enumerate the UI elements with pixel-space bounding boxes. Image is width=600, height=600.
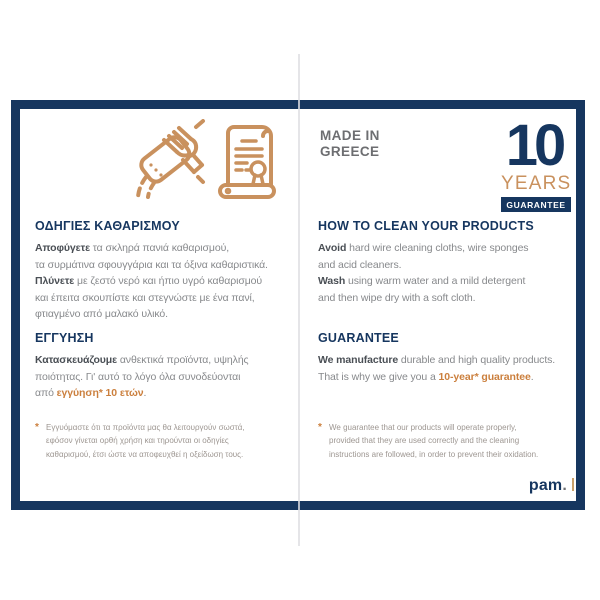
section-title: ΕΓΓΥΗΣΗ [35, 331, 94, 345]
section-gr-cleaning [35, 219, 307, 323]
lead-word: Πλύνετε [35, 275, 75, 287]
footnote-gr [35, 421, 297, 461]
pam-logo [318, 477, 574, 495]
made-in-line2: GREECE [320, 144, 380, 159]
lead-word: Wash [318, 275, 346, 287]
header-icons [134, 119, 280, 210]
lead-word: Κατασκευάζουμε [35, 354, 118, 366]
brand-dot: . [562, 477, 567, 494]
brand-bar-icon [572, 478, 574, 491]
lead-word: Avoid [318, 242, 347, 254]
lead-word: Αποφύγετε [35, 242, 90, 254]
section-gr-guarantee [35, 331, 307, 402]
wiping-hand-icon [134, 119, 206, 210]
badge-number: 10 [505, 113, 563, 178]
section-en-cleaning [318, 219, 580, 306]
guarantee-accent-text: 10-year* guarantee [438, 370, 531, 383]
section-title: ΟΔΗΓΙΕΣ ΚΑΘΑΡΙΣΜΟΥ [35, 219, 180, 233]
section-body: Avoid hard wire cleaning cloths, wire sponges and acid cleaners. Wash using warm water and a mild detergent and then wipe dry with a soft cloth. [318, 242, 529, 304]
ten-years-guarantee-badge [501, 113, 572, 212]
badge-guarantee-label: GUARANTEE [501, 197, 571, 212]
section-body: We manufacture durable and high quality products. That is why we give you a 10-year* guarantee. [318, 354, 556, 383]
badge-years-label: YEARS [501, 173, 572, 194]
section-body: Κατασκευάζουμε ανθεκτικά προϊόντα, υψηλής ποιότητας. Γι' αυτό το λόγο όλα συνοδεύονται από εγγύηση* 10 ετών. [35, 354, 249, 399]
asterisk: * [318, 422, 322, 433]
asterisk: * [35, 422, 39, 433]
footnote-text: Εγγυόμαστε ότι τα προϊόντα μας θα λειτουργούν σωστά, εφόσον γίνεται ορθή χρήση και τηρούνται οι οδηγίες καθαρισμού, έτσι ώστε να αποφευχθεί η οξείδωση τους. [45, 422, 245, 459]
section-en-guarantee [318, 331, 580, 385]
footnote-en [318, 421, 580, 461]
guarantee-accent-text: εγγύηση* 10 ετών [56, 387, 144, 399]
certificate-scroll-icon [216, 119, 280, 210]
section-title: HOW TO CLEAN YOUR PRODUCTS [318, 219, 534, 233]
made-in-greece-label [320, 128, 380, 160]
section-title: GUARANTEE [318, 331, 399, 345]
brand-name: pam [528, 477, 563, 494]
footnote-text: We guarantee that our products will operate properly, provided that they are used correctly and the cleaning instructions are followed, in order to prevent their oxidation. [328, 422, 539, 459]
lead-word: We manufacture [318, 354, 399, 366]
section-body: Αποφύγετε τα σκληρά πανιά καθαρισμού, τα συρμάτινα σφουγγάρια και τα όξινα καθαριστικά. Πλύνετε με ζεστό νερό και ήπιο υγρό καθαρισμού και έπειτα σκουπίστε και στεγνώστε με ένα πανί, φτιαγμένο από μαλακό υλικό. [35, 242, 268, 320]
center-fold-line [298, 54, 300, 546]
made-in-line1: MADE IN [320, 128, 380, 143]
